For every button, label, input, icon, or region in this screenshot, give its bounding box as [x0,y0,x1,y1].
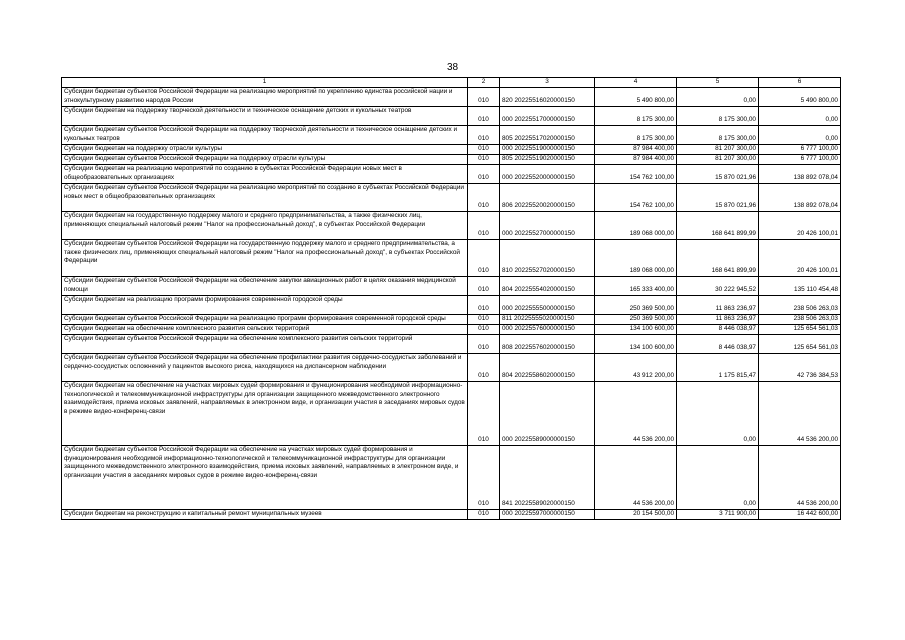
table-row [62,335,841,354]
cell-kbk: 820 20225516020000150 [500,88,595,107]
cell-name: Субсидии бюджетам субъектов Российской Федерации на поддержку творческой деятельности и техническое оснащение детских и кукольных театров [62,126,468,145]
cell-name: Субсидии бюджетам субъектов Российской Федерации на поддержку отрасли культуры [62,155,468,165]
cell-code: 010 [468,107,500,126]
cell-value: 87 984 400,00 [595,155,677,165]
cell-value: 125 654 561,03 [759,325,841,335]
cell-value: 8 175 300,00 [595,107,677,126]
cell-kbk: 811 20225555020000150 [500,315,595,325]
cell-name: Субсидии бюджетам на обеспечение комплексного развития сельских территорий [62,325,468,335]
cell-name: Субсидии бюджетам субъектов Российской Федерации на обеспечение на участках мировых судей формирования и функционирования необходимой информационно-технологической и телекоммуникационной инфраструктуры для организации защищенного межведомственного электронного взаимодействия, приема исковых заявлений, направляемых в электронном виде, и организации участия в заседаниях мировых судов в режиме видео-конференц-связи [62,446,468,510]
cell-code: 010 [468,126,500,145]
cell-name: Субсидии бюджетам на обеспечение на участках мировых судей формирования и функционирования необходимой информационно-технологической и телекоммуникационной инфраструктуры для организации защищенного межведомственного электронного взаимодействия, приема исковых заявлений, направляемых в электронном виде, и организации участия в заседаниях мировых судов в режиме видео-конференц-связи [62,382,468,446]
cell-code: 010 [468,184,500,212]
cell-value: 250 369 500,00 [595,296,677,315]
cell-value: 15 870 021,96 [677,184,759,212]
table-row [62,446,841,510]
cell-kbk: 804 20225586020000150 [500,354,595,382]
table-row [62,315,841,325]
cell-name: Субсидии бюджетам субъектов Российской Федерации на государственную поддержку малого и среднего предпринимательства, а также физических лиц, применяющих специальный налоговый режим "Налог на профессиональный доход", в субъектах Российской Федерации [62,240,468,277]
cell-value: 44 536 200,00 [759,446,841,510]
cell-kbk: 841 20225589020000150 [500,446,595,510]
cell-value: 134 100 600,00 [595,335,677,354]
table-row [62,184,841,212]
cell-kbk: 000 20225527000000150 [500,212,595,240]
cell-code: 010 [468,510,500,520]
cell-value: 165 333 400,00 [595,277,677,296]
cell-code: 010 [468,315,500,325]
column-header: 1 [62,78,468,88]
cell-value: 125 654 561,03 [759,335,841,354]
cell-value: 8 446 038,97 [677,335,759,354]
cell-code: 010 [468,296,500,315]
cell-name: Субсидии бюджетам на поддержку творческой деятельности и техническое оснащение детских и кукольных театров [62,107,468,126]
cell-value: 250 369 500,00 [595,315,677,325]
table-body [62,88,841,520]
table-row [62,107,841,126]
cell-code: 010 [468,335,500,354]
cell-value: 44 536 200,00 [759,382,841,446]
column-header: 6 [759,78,841,88]
cell-code: 010 [468,88,500,107]
table-row [62,165,841,184]
cell-value: 11 863 236,97 [677,315,759,325]
cell-value: 238 506 263,03 [759,296,841,315]
cell-name: Субсидии бюджетам субъектов Российской Федерации на реализацию мероприятий по укреплению единства российской нации и этнокультурному развитию народов России [62,88,468,107]
cell-kbk: 806 20225520020000150 [500,184,595,212]
cell-kbk: 000 20225555000000150 [500,296,595,315]
table-row [62,277,841,296]
cell-value: 168 641 899,99 [677,212,759,240]
cell-code: 010 [468,155,500,165]
cell-code: 010 [468,165,500,184]
cell-value: 154 762 100,00 [595,165,677,184]
cell-value: 16 442 600,00 [759,510,841,520]
column-header: 4 [595,78,677,88]
cell-value: 6 777 100,00 [759,145,841,155]
cell-kbk: 000 20225519000000150 [500,145,595,155]
cell-value: 0,00 [677,382,759,446]
cell-name: Субсидии бюджетам субъектов Российской Федерации на обеспечение профилактики развития сердечно-сосудистых заболеваний и сердечно-сосудистых осложнений у пациентов высокого риска, находящихся на диспансерном наблюдении [62,354,468,382]
table-row [62,296,841,315]
column-header: 3 [500,78,595,88]
cell-kbk: 805 20225519020000150 [500,155,595,165]
table-row [62,212,841,240]
table-row [62,155,841,165]
cell-value: 44 536 200,00 [595,382,677,446]
cell-name: Субсидии бюджетам субъектов Российской Федерации на обеспечение комплексного развития сельских территорий [62,335,468,354]
cell-value: 81 207 300,00 [677,145,759,155]
header-row [62,78,841,88]
cell-value: 0,00 [677,446,759,510]
cell-kbk: 804 20225554020000150 [500,277,595,296]
cell-value: 43 912 200,00 [595,354,677,382]
cell-code: 010 [468,212,500,240]
table-row [62,145,841,155]
cell-value: 8 175 300,00 [595,126,677,145]
cell-value: 5 490 800,00 [595,88,677,107]
cell-value: 3 711 900,00 [677,510,759,520]
cell-value: 134 100 600,00 [595,325,677,335]
cell-name: Субсидии бюджетам на реализацию мероприятий по созданию в субъектах Российской Федерации новых мест в общеобразовательных организациях [62,165,468,184]
cell-name: Субсидии бюджетам на реализацию программ формирования современной городской среды [62,296,468,315]
column-header: 2 [468,78,500,88]
table-row [62,240,841,277]
table-row [62,88,841,107]
cell-value: 5 490 800,00 [759,88,841,107]
cell-value: 15 870 021,96 [677,165,759,184]
table-row [62,325,841,335]
table-row [62,382,841,446]
cell-kbk: 000 20225589000000150 [500,382,595,446]
cell-value: 138 892 078,04 [759,184,841,212]
cell-code: 010 [468,382,500,446]
cell-kbk: 810 20225527020000150 [500,240,595,277]
table-row [62,510,841,520]
cell-name: Субсидии бюджетам на поддержку отрасли культуры [62,145,468,155]
cell-code: 010 [468,446,500,510]
cell-code: 010 [468,277,500,296]
cell-value: 6 777 100,00 [759,155,841,165]
cell-value: 30 222 945,52 [677,277,759,296]
table-row [62,126,841,145]
cell-value: 189 068 000,00 [595,212,677,240]
cell-code: 010 [468,325,500,335]
cell-value: 1 175 815,47 [677,354,759,382]
table-row [62,354,841,382]
cell-value: 0,00 [759,126,841,145]
cell-code: 010 [468,240,500,277]
cell-value: 168 641 899,99 [677,240,759,277]
cell-kbk: 805 20225517020000150 [500,126,595,145]
cell-name: Субсидии бюджетам субъектов Российской Федерации на обеспечение закупки авиационных работ в целях оказания медицинской помощи [62,277,468,296]
cell-value: 8 446 038,97 [677,325,759,335]
cell-kbk: 000 20225520000000150 [500,165,595,184]
cell-value: 0,00 [677,88,759,107]
cell-value: 238 506 263,03 [759,315,841,325]
cell-value: 44 536 200,00 [595,446,677,510]
cell-code: 010 [468,145,500,155]
budget-table [61,77,841,520]
cell-value: 20 154 500,00 [595,510,677,520]
cell-value: 8 175 300,00 [677,126,759,145]
cell-kbk: 000 20225576000000150 [500,325,595,335]
cell-code: 010 [468,354,500,382]
cell-kbk: 000 20225517000000150 [500,107,595,126]
column-header: 5 [677,78,759,88]
cell-value: 42 736 384,53 [759,354,841,382]
cell-kbk: 808 20225576020000150 [500,335,595,354]
cell-value: 20 426 100,01 [759,240,841,277]
cell-value: 189 068 000,00 [595,240,677,277]
cell-name: Субсидии бюджетам на реконструкцию и капитальный ремонт муниципальных музеев [62,510,468,520]
cell-value: 87 984 400,00 [595,145,677,155]
cell-value: 0,00 [759,107,841,126]
cell-name: Субсидии бюджетам на государственную поддержку малого и среднего предпринимательства, а также физических лиц, применяющих специальный налоговый режим "Налог на профессиональный доход", в субъектах Российской Федерации [62,212,468,240]
cell-value: 135 110 454,48 [759,277,841,296]
cell-value: 154 762 100,00 [595,184,677,212]
cell-value: 20 426 100,01 [759,212,841,240]
cell-value: 138 892 078,04 [759,165,841,184]
page-number: 38 [446,62,459,73]
cell-value: 11 863 236,97 [677,296,759,315]
cell-name: Субсидии бюджетам субъектов Российской Федерации на реализацию мероприятий по созданию в субъектах Российской Федерации новых мест в общеобразовательных организациях [62,184,468,212]
cell-name: Субсидии бюджетам субъектов Российской Федерации на реализацию программ формирования современной городской среды [62,315,468,325]
cell-value: 8 175 300,00 [677,107,759,126]
cell-kbk: 000 20225597000000150 [500,510,595,520]
cell-value: 81 207 300,00 [677,155,759,165]
